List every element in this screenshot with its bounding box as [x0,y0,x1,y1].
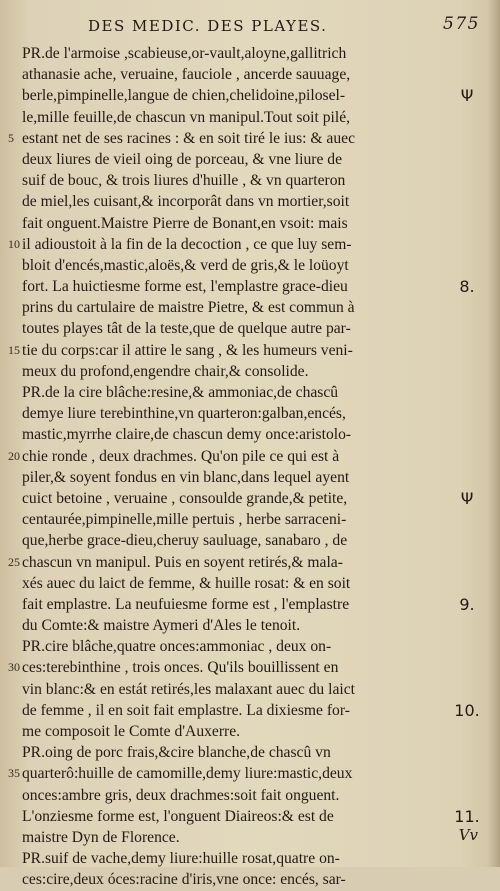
line-number: 30 [8,660,20,675]
line-text: deux liures de vieil oing de porceau, & vne liure de [22,150,342,168]
line-number: 35 [8,766,20,781]
text-line [8,128,442,149]
line-number: 5 [8,130,14,145]
text-line [22,594,475,615]
line-text: vin blanc:& en estát retirés,les malaxant auec du laict [22,680,355,698]
running-header [88,14,480,40]
line-text: L'onziesme forme est, l'onguent Diaireos:& est de [22,807,334,825]
margin-note: 11. [454,806,480,826]
line-text: de femme , il en soit fait emplastre. La dixiesme for- [22,701,350,719]
text-line [22,636,442,657]
line-text: ces:cire,deux óces:racine d'iris,vne once: encés, sar- [22,871,346,889]
text-line [22,869,442,890]
text-line [22,488,474,509]
text-line [22,403,442,424]
text-line [22,424,442,445]
line-text: fort. La huictiesme forme est, l'emplastre grace-dieu [22,278,348,296]
text-line [22,297,442,318]
text-line [22,64,442,85]
line-text: cuict betoine , veruaine , consoulde grande,& petite, [22,489,348,507]
text-line [22,382,442,403]
text-line [22,149,442,170]
line-text: bloit d'encés,mastic,aloës,& verd de gris,& le loüoyt [22,256,349,274]
margin-note: Ψ [460,86,474,106]
line-text: de miel,les cuisant,& incorporât dans vn mortier,soit [22,193,350,211]
line-text: PR.cire blâche,quatre onces:ammoniac , deux on- [22,638,332,656]
line-text: centaurée,pimpinelle,mille pertuis , herbe sarraceni- [22,511,347,529]
margin-note: 8. [459,277,475,297]
text-line [22,170,442,191]
line-text: berle,pimpinelle,langue de chien,chelidoine,pilosel- [22,87,346,105]
text-line [22,530,442,551]
line-text: athanasie ache, veruaine, fauciole , ancerde sauuage, [22,66,351,84]
text-line [22,467,442,488]
line-text: du Comte:& maistre Aymeri d'Ales le tenoit. [22,617,301,635]
line-text: tie du corps:car il attire le sang , & les humeurs veni- [22,341,353,359]
text-line [22,276,475,297]
margin-note: Ψ [460,488,474,508]
line-text: demye liure terebinthine,vn quarteron:galban,encés, [22,405,346,423]
line-text: PR.de l'armoise ,scabieuse,or-vault,aloyne,gallitrich [22,45,347,62]
line-text: chascun vn manipul. Puis en soyent retirés,& mala- [22,553,343,571]
page-number: 575 [443,14,480,34]
line-text: il adioustoit à la fin de la decoction , ce que luy sem- [22,235,352,253]
text-line [22,191,442,212]
line-text: mastic,myrrhe claire,de chascun demy once:aristolo- [22,426,352,444]
text-line [22,573,442,594]
line-number: 15 [8,342,20,357]
line-text: chie ronde , deux drachmes. Qu'on pile ce qui est à [22,447,340,465]
text-line [8,340,442,361]
text-line [22,848,442,869]
page-edge-shadow [488,0,500,867]
line-text: toutes playes tât de la teste,que de quelque autre par- [22,320,351,338]
margin-note: 9. [459,594,475,614]
line-text: PR.oing de porc frais,&cire blanche,de chascû vn [22,744,331,762]
line-text: maistre Dyn de Florence. [22,828,180,846]
text-line [22,721,442,742]
line-text: PR.de la cire blâche:resine,& ammoniac,de chascû [22,384,339,401]
line-text: le,mille feuille,de chascun vn manipul.Tout soit pilé, [22,108,351,126]
line-number: 25 [8,554,20,569]
text-line [8,446,442,467]
text-line [22,806,480,827]
text-line [22,742,442,763]
line-text: ces:terebinthine , trois onces. Qu'ils bouillissent en [22,659,339,677]
line-number: 10 [8,236,20,251]
line-text: quarterô:huille de camomille,demy liure:mastic,deux [22,765,353,783]
line-text: me composoit le Comte d'Auxerre. [22,723,241,740]
text-line [22,107,442,128]
text-line [22,700,480,721]
line-text: prins du cartulaire de maistre Pietre, & est commun à [22,299,355,317]
line-text: fait emplastre. La neufuiesme forme est , l'emplastre [22,595,350,613]
text-line [22,43,442,64]
signature-mark: Vv [458,826,478,844]
text-line [8,763,442,784]
text-line [22,827,442,848]
text-line [22,85,474,106]
text-line [22,255,442,276]
line-number: 20 [8,448,20,463]
running-title: DES MEDIC. DES PLAYES. [88,17,328,35]
text-line [8,657,442,678]
line-text: PR.suif de vache,demy liure:huille rosat,quatre on- [22,850,340,868]
text-line [8,234,442,255]
line-text: estant net de ses racines : & en soit tiré le ius: & auec [22,129,355,147]
text-line [22,318,442,339]
margin-note: 10. [454,700,480,720]
text-line [22,615,442,636]
line-text: xés auec du laict de femme, & huille rosat: & en soit [22,574,351,592]
text-line [22,785,442,806]
line-text: onces:ambre gris, deux drachmes:soit fait onguent. [22,786,340,804]
text-line [22,361,442,382]
line-text: suif de bouc, & trois liures d'huille , & vn quarteron [22,172,346,190]
line-text: fait onguent.Maistre Pierre de Bonant,en vsoit: mais [22,214,348,232]
line-text: que,herbe grace-dieu,cheruy sauluage, sanabaro , de [22,532,348,550]
line-text: piler,& soyent fondus en vin blanc,dans lequel ayent [22,468,350,486]
line-text: meux du profond,engendre chair,& consolide. [22,362,309,380]
text-line [8,552,442,573]
text-line [22,679,442,700]
text-line [22,509,442,530]
text-line [22,213,442,234]
